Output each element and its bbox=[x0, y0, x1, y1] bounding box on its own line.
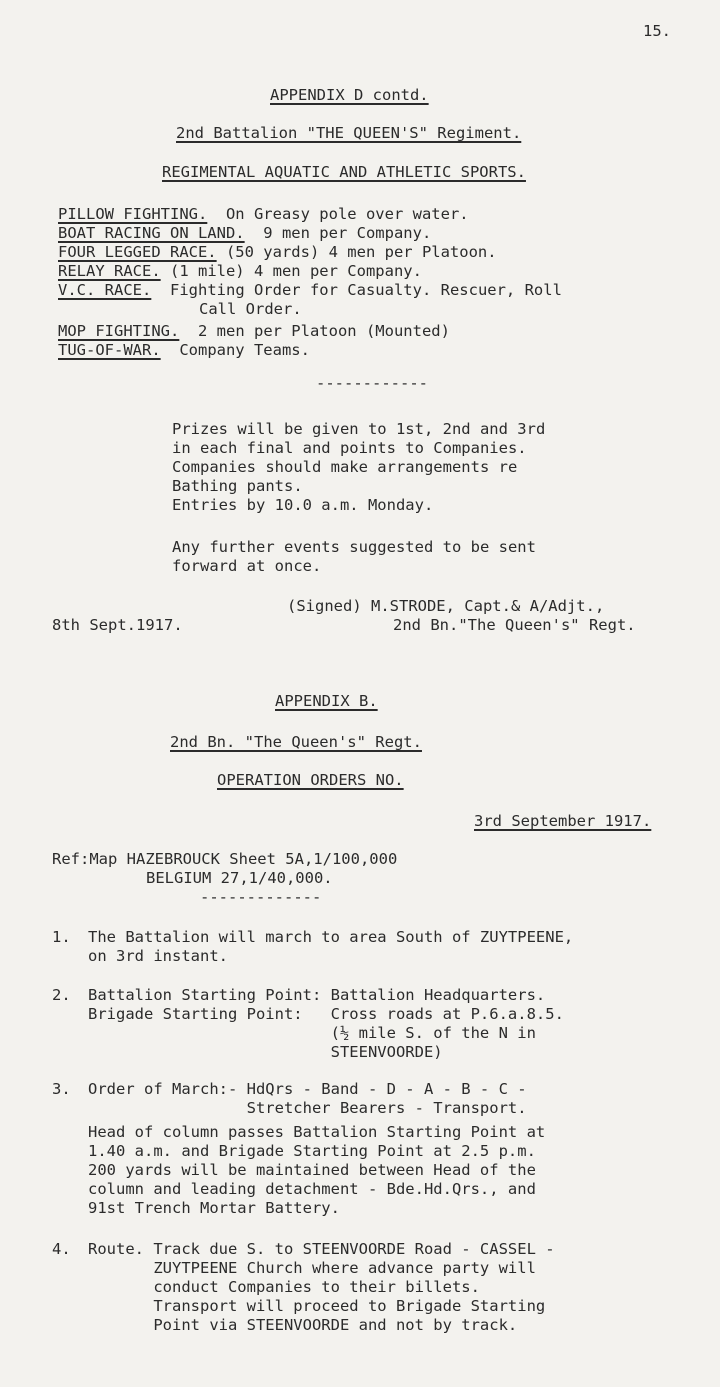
order-item-line: (½ mile S. of the N in bbox=[88, 1024, 536, 1042]
operation-orders-title: OPERATION ORDERS NO. bbox=[217, 771, 404, 789]
note-line: Entries by 10.0 a.m. Monday. bbox=[172, 496, 434, 514]
event-vc-race-continued: Call Order. bbox=[199, 300, 302, 318]
operation-orders-date: 3rd September 1917. bbox=[474, 812, 652, 830]
order-item-line: Brigade Starting Point: Cross roads at P.6.a.8.5. bbox=[88, 1005, 564, 1023]
event-pillow-fighting bbox=[58, 205, 469, 224]
order-item-line: on 3rd instant. bbox=[88, 947, 228, 965]
order-item-number: 4. bbox=[52, 1240, 71, 1258]
map-reference: Ref:Map HAZEBROUCK Sheet 5A,1/100,000 bbox=[52, 850, 398, 868]
appendix-b-unit: 2nd Bn. "The Queen's" Regt. bbox=[170, 733, 422, 751]
event-detail: (50 yards) 4 men per Platoon. bbox=[216, 243, 497, 261]
order-item-line: Point via STEENVOORDE and not by track. bbox=[88, 1316, 518, 1334]
order-item-line: Transport will proceed to Brigade Starting bbox=[88, 1297, 546, 1315]
order-item-line: STEENVOORDE) bbox=[88, 1043, 443, 1061]
order-item-line: Battalion Starting Point: Battalion Headquarters. bbox=[88, 986, 546, 1004]
page-number: 15. bbox=[643, 22, 671, 40]
order-item-line: The Battalion will march to area South of ZUYTPEENE, bbox=[88, 928, 574, 946]
event-boat-racing bbox=[58, 224, 431, 243]
order-item-line: Order of March:- HdQrs - Band - D - A - B - C - bbox=[88, 1080, 527, 1098]
appendix-d-date: 8th Sept.1917. bbox=[52, 616, 183, 634]
event-name: FOUR LEGGED RACE. bbox=[58, 243, 217, 261]
appendix-d-title: REGIMENTAL AQUATIC AND ATHLETIC SPORTS. bbox=[162, 163, 526, 181]
appendix-d-heading: APPENDIX D contd. bbox=[270, 86, 429, 104]
event-tug-of-war bbox=[58, 341, 310, 360]
order-item-line: Stretcher Bearers - Transport. bbox=[88, 1099, 527, 1117]
signature-unit: 2nd Bn."The Queen's" Regt. bbox=[393, 616, 636, 634]
note-line: forward at once. bbox=[172, 557, 322, 575]
order-item-line: Route. Track due S. to STEENVOORDE Road - CASSEL - bbox=[88, 1240, 555, 1258]
appendix-d-unit: 2nd Battalion "THE QUEEN'S" Regiment. bbox=[176, 124, 522, 142]
order-item-number: 2. bbox=[52, 986, 71, 1004]
map-reference-belgium: BELGIUM 27,1/40,000. bbox=[146, 869, 333, 887]
event-name: RELAY RACE. bbox=[58, 262, 161, 280]
order-item-line: 91st Trench Mortar Battery. bbox=[88, 1199, 340, 1217]
note-line: Prizes will be given to 1st, 2nd and 3rd bbox=[172, 420, 546, 438]
event-detail: Company Teams. bbox=[160, 341, 310, 359]
note-line: Companies should make arrangements re bbox=[172, 458, 518, 476]
order-item-number: 3. bbox=[52, 1080, 71, 1098]
note-line: Bathing pants. bbox=[172, 477, 303, 495]
event-four-legged-race bbox=[58, 243, 497, 262]
event-detail: 2 men per Platoon (Mounted) bbox=[179, 322, 450, 340]
separator-d: ------------ bbox=[316, 374, 428, 392]
event-detail: (1 mile) 4 men per Company. bbox=[160, 262, 422, 280]
order-item-line: column and leading detachment - Bde.Hd.Qrs., and bbox=[88, 1180, 536, 1198]
event-detail: 9 men per Company. bbox=[244, 224, 432, 242]
order-item-line: conduct Companies to their billets. bbox=[88, 1278, 480, 1296]
order-item-line: 200 yards will be maintained between Head of the bbox=[88, 1161, 536, 1179]
order-item-line: Head of column passes Battalion Starting Point at bbox=[88, 1123, 546, 1141]
event-vc-race bbox=[58, 281, 562, 300]
order-item-line: ZUYTPEENE Church where advance party will bbox=[88, 1259, 536, 1277]
event-detail: On Greasy pole over water. bbox=[207, 205, 469, 223]
event-detail: Fighting Order for Casualty. Rescuer, Roll bbox=[151, 281, 562, 299]
event-name: TUG-OF-WAR. bbox=[58, 341, 161, 359]
appendix-b-heading: APPENDIX B. bbox=[275, 692, 378, 710]
note-line: Any further events suggested to be sent bbox=[172, 538, 536, 556]
event-relay-race bbox=[58, 262, 422, 281]
event-name: MOP FIGHTING. bbox=[58, 322, 180, 340]
note-line: in each final and points to Companies. bbox=[172, 439, 527, 457]
signature-line: (Signed) M.STRODE, Capt.& A/Adjt., bbox=[287, 597, 605, 615]
event-name: V.C. RACE. bbox=[58, 281, 152, 299]
event-name: BOAT RACING ON LAND. bbox=[58, 224, 245, 242]
order-item-line: 1.40 a.m. and Brigade Starting Point at 2.5 p.m. bbox=[88, 1142, 536, 1160]
separator-b: ------------- bbox=[200, 888, 322, 906]
event-name: PILLOW FIGHTING. bbox=[58, 205, 208, 223]
order-item-number: 1. bbox=[52, 928, 71, 946]
event-mop-fighting bbox=[58, 322, 450, 341]
